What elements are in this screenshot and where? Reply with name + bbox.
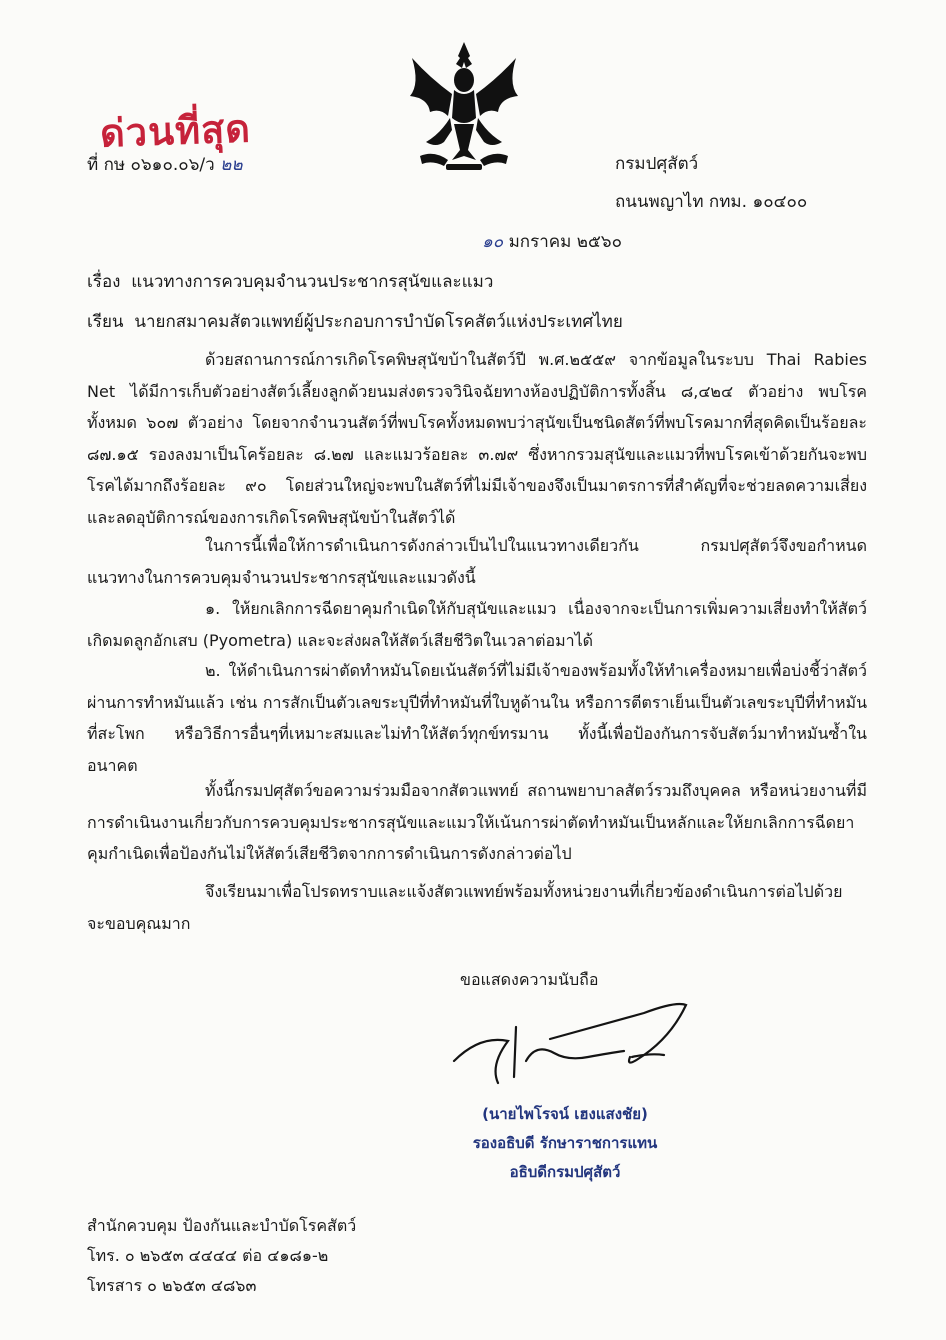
reference-number [87,151,243,178]
recipient-label: เรียน [87,312,124,332]
body-paragraph-item-2: ๒. ให้ดำเนินการผ่าตัดทำหมันโดยเน้นสัตว์ที่ไม่มีเจ้าของพร้อมทั้งให้ทำเครื่องหมายเพื่อบ่งชี้ว่าสัตว์ผ่านการทำหมันแล้ว เช่น การสักเป็นตัวเลขระบุปีที่ทำหมันที่ใบหูด้านใน หรือการตีตราเย็นเป็นตัวเลขระบุปีที่ทำหมันที่สะโพก หรือวิธีการอื่นๆที่เหมาะสมและไม่ทำให้สัตว์ทุกข์ทรมาน ทั้งนี้เพื่อป้องกันการจับสัตว์มาทำหมันซ้ำในอนาคต [87,661,867,775]
signer-organization: อธิบดีกรมปศุสัตว์ [509,1163,621,1181]
body-paragraph-cooperation: ทั้งนี้กรมปศุสัตว์ขอความร่วมมือจากสัตวแพทย์ สถานพยาบาลสัตว์รวมถึงบุคคล หรือหน่วยงานที่มีการดำเนินงานเกี่ยวกับการควบคุมประชากรสุนัขและแมวให้เน้นการผ่าตัดทำหมันเป็นหลักและให้ยกเลิกการฉีดยาคุมกำเนิดเพื่อป้องกันไม่ให้สัตว์เสียชีวิตจากการดำเนินการดังกล่าวต่อไป [87,781,867,863]
reference-handwritten-number: ๒๒ [220,155,243,175]
date-month-year: มกราคม ๒๕๖๐ [508,232,622,252]
date-handwritten-day: ๑๐ [482,232,504,252]
body-thanks: จะขอบคุณมาก [87,914,191,933]
body-paragraph-purpose: ในการนี้เพื่อให้การดำเนินการดังกล่าวเป็นไปในแนวทางเดียวกัน กรมปศุสัตว์จึงขอกำหนดแนวทางในการควบคุมจำนวนประชากรสุนัขและแมวดังนี้ [87,536,867,587]
footer-office: สำนักควบคุม ป้องกันและบำบัดโรคสัตว์ [87,1216,357,1235]
subject-text: แนวทางการควบคุมจำนวนประชากรสุนัขและแมว [131,272,494,292]
department-address: ถนนพญาไท กทม. ๑๐๔๐๐ [615,192,808,212]
body-paragraph-item-1: ๑. ให้ยกเลิกการฉีดยาคุมกำเนิดให้กับสุนัขและแมว เนื่องจากจะเป็นการเพิ่มความเสี่ยงทำให้สัตว์เกิดมดลูกอักเสบ (Pyometra) และจะส่งผลให้สัตว์เสียชีวิตในเวลาต่อมาได้ [87,599,867,650]
body-paragraph-request: จึงเรียนมาเพื่อโปรดทราบและแจ้งสัตวแพทย์พร้อมทั้งหน่วยงานที่เกี่ยวข้องดำเนินการต่อไปด้วย [205,882,843,901]
department-name: กรมปศุสัตว์ [615,154,699,174]
signer-name: (นายไพโรจน์ เฮงแสงชัย) [482,1105,648,1123]
handwritten-signature [450,995,690,1090]
footer-telephone: โทร. ๐ ๒๖๕๓ ๔๔๔๔ ต่อ ๔๑๘๑-๒ [87,1246,329,1265]
signer-title: รองอธิบดี รักษาราชการแทน [472,1134,658,1152]
recipient-line [87,308,623,335]
garuda-emblem-icon [400,38,528,178]
reference-prefix: ที่ กษ ๐๖๑๐.๐๖/ว [87,155,215,175]
closing-regards: ขอแสดงความนับถือ [460,970,599,989]
body-paragraph-situation: ด้วยสถานการณ์การเกิดโรคพิษสุนัขบ้าในสัตว์ปี พ.ศ.๒๕๕๙ จากข้อมูลในระบบ Thai Rabies Net ได้มีการเก็บตัวอย่างสัตว์เลี้ยงลูกด้วยนมส่งตรวจวินิจฉัยทางห้องปฏิบัติการทั้งสิ้น ๘,๔๒๔ ตัวอย่าง พบโรคทั้งหมด ๖๐๗ ตัวอย่าง โดยจากจำนวนสัตว์ที่พบโรคทั้งหมดพบว่าสุนัขเป็นชนิดสัตว์ที่พบโรคมากที่สุดคิดเป็นร้อยละ ๘๗.๑๕ รองลงมาเป็นโคร้อยละ ๘.๒๗ และแมวร้อยละ ๓.๗๙ ซึ่งหากรวมสุนัขและแมวที่พบโรคเข้าด้วยกันจะพบโรคได้มากถึงร้อยละ ๙๐ โดยส่วนใหญ่จะพบในสัตว์ที่ไม่มีเจ้าของจึงเป็นมาตรการที่สำคัญที่จะช่วยลดความเสี่ยงและลดอุบัติการณ์ของการเกิดโรคพิษสุนัขบ้าในสัตว์ได้ [87,350,867,527]
footer-fax: โทรสาร ๐ ๒๖๕๓ ๔๘๖๓ [87,1276,257,1295]
urgency-stamp: ด่วนที่สุด [99,106,252,156]
signer-block [450,1100,680,1187]
subject-line [87,268,493,295]
letter-date [482,228,622,255]
subject-label: เรื่อง [87,272,121,292]
recipient-text: นายกสมาคมสัตวแพทย์ผู้ประกอบการบำบัดโรคสัตว์แห่งประเทศไทย [134,312,623,332]
